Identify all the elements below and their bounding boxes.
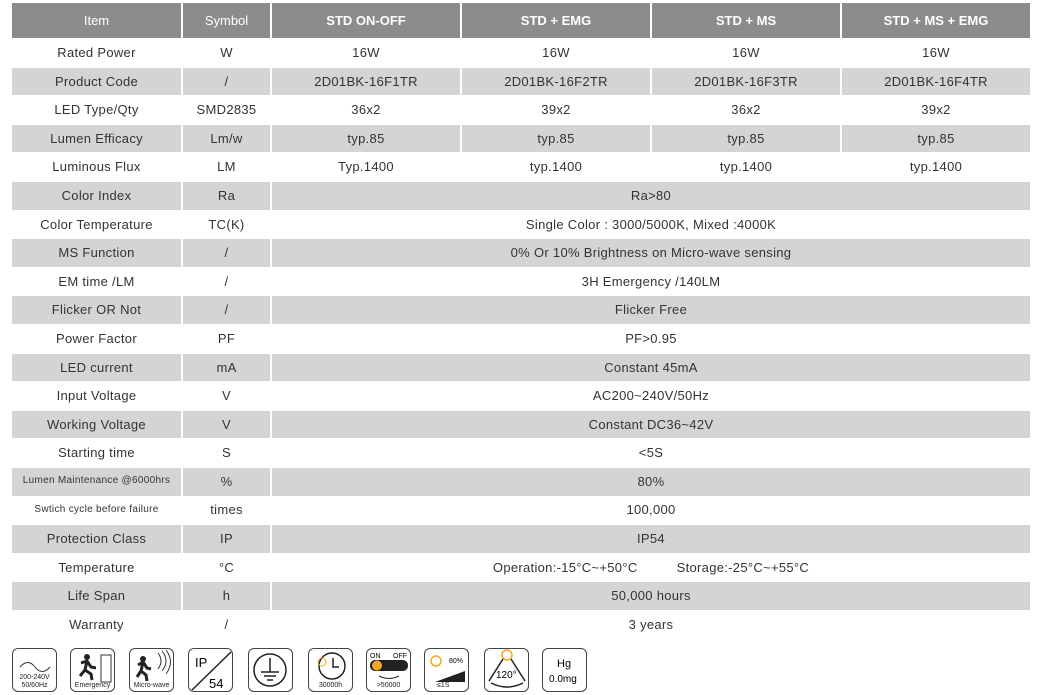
value-cell: 36x2 xyxy=(271,96,461,125)
svg-text:Hg: Hg xyxy=(557,658,572,670)
value-cell: Constant 45mA xyxy=(271,353,1031,382)
symbol-cell: TC(K) xyxy=(182,210,271,239)
svg-text:80%: 80% xyxy=(449,658,464,665)
symbol-cell: / xyxy=(182,67,271,96)
value-cell: AC200~240V/50Hz xyxy=(271,382,1031,411)
ground-icon xyxy=(248,648,293,692)
value-cell: 2D01BK-16F1TR xyxy=(271,67,461,96)
emergency-icon: Emergency xyxy=(70,648,115,692)
table-row xyxy=(12,496,1031,525)
spec-table xyxy=(12,3,1032,638)
symbol-cell: Lm/w xyxy=(182,124,271,153)
table-row xyxy=(12,210,1031,239)
table-row xyxy=(12,153,1031,182)
item-cell: Starting time xyxy=(12,439,182,468)
item-cell: Protection Class xyxy=(12,525,182,554)
table-row xyxy=(12,525,1031,554)
table-row xyxy=(12,67,1031,96)
symbol-cell: S xyxy=(182,439,271,468)
symbol-cell: mA xyxy=(182,353,271,382)
symbol-cell: W xyxy=(182,39,271,68)
table-row xyxy=(12,39,1031,68)
table-row xyxy=(12,439,1031,468)
item-cell: Flicker OR Not xyxy=(12,296,182,325)
symbol-cell: % xyxy=(182,467,271,496)
value-cell: typ.85 xyxy=(271,124,461,153)
value-cell: 2D01BK-16F3TR xyxy=(651,67,841,96)
table-row xyxy=(12,324,1031,353)
value-cell: Single Color : 3000/5000K, Mixed :4000K xyxy=(271,210,1031,239)
item-cell: MS Function xyxy=(12,239,182,268)
mercury-icon xyxy=(542,648,587,692)
value-cell: 3 years xyxy=(271,610,1031,638)
item-cell: Life Span xyxy=(12,582,182,611)
value-cell: Flicker Free xyxy=(271,296,1031,325)
value-cell: Operation:-15°C~+50°C Storage:-25°C~+55°C xyxy=(271,553,1031,582)
value-cell: typ.85 xyxy=(461,124,651,153)
value-cell: 100,000 xyxy=(271,496,1031,525)
svg-text:IP: IP xyxy=(195,655,208,670)
item-cell: Color Index xyxy=(12,181,182,210)
svg-text:120°: 120° xyxy=(496,670,517,681)
table-row xyxy=(12,553,1031,582)
symbol-cell: V xyxy=(182,410,271,439)
column-header: STD + EMG xyxy=(461,3,651,39)
value-cell: Ra>80 xyxy=(271,181,1031,210)
value-cell: IP54 xyxy=(271,525,1031,554)
symbol-cell: PF xyxy=(182,324,271,353)
column-header: Symbol xyxy=(182,3,271,39)
svg-text:ON: ON xyxy=(370,653,381,660)
value-cell: typ.85 xyxy=(841,124,1031,153)
value-cell: <5S xyxy=(271,439,1031,468)
switch-cycle-icon: ON OFF >50000 xyxy=(366,648,411,692)
value-cell: 2D01BK-16F4TR xyxy=(841,67,1031,96)
lifetime-icon: 30000h xyxy=(308,648,353,692)
value-cell: 36x2 xyxy=(651,96,841,125)
table-row xyxy=(12,239,1031,268)
item-cell: LED current xyxy=(12,353,182,382)
value-cell: typ.1400 xyxy=(841,153,1031,182)
table-row xyxy=(12,382,1031,411)
item-cell: Product Code xyxy=(12,67,182,96)
table-row xyxy=(12,610,1031,638)
value-cell: typ.1400 xyxy=(461,153,651,182)
symbol-cell: LM xyxy=(182,153,271,182)
value-cell: Typ.1400 xyxy=(271,153,461,182)
table-row xyxy=(12,582,1031,611)
item-cell: Lumen Maintenance @6000hrs xyxy=(12,467,182,496)
symbol-cell: °C xyxy=(182,553,271,582)
table-row xyxy=(12,467,1031,496)
symbol-cell: IP xyxy=(182,525,271,554)
table-row xyxy=(12,181,1031,210)
symbol-cell: Ra xyxy=(182,181,271,210)
item-cell: Lumen Efficacy xyxy=(12,124,182,153)
item-cell: Color Temperature xyxy=(12,210,182,239)
item-cell: Temperature xyxy=(12,553,182,582)
table-row xyxy=(12,124,1031,153)
value-cell: 16W xyxy=(271,39,461,68)
symbol-cell: / xyxy=(182,610,271,638)
table-row xyxy=(12,296,1031,325)
svg-text:0.0mg: 0.0mg xyxy=(549,674,577,685)
svg-text:54: 54 xyxy=(209,676,224,691)
item-cell: Input Voltage xyxy=(12,382,182,411)
value-cell: PF>0.95 xyxy=(271,324,1031,353)
item-cell: Warranty xyxy=(12,610,182,638)
value-cell: 0% Or 10% Brightness on Micro-wave sensing xyxy=(271,239,1031,268)
item-cell: Rated Power xyxy=(12,39,182,68)
startup-icon: 80% ≤1S xyxy=(424,648,469,692)
table-row xyxy=(12,267,1031,296)
value-cell: 80% xyxy=(271,467,1031,496)
column-header: STD + MS xyxy=(651,3,841,39)
item-cell: Swtich cycle before failure xyxy=(12,496,182,525)
symbol-cell: / xyxy=(182,296,271,325)
value-cell: typ.1400 xyxy=(651,153,841,182)
symbol-cell: / xyxy=(182,239,271,268)
value-cell: typ.85 xyxy=(651,124,841,153)
item-cell: EM time /LM xyxy=(12,267,182,296)
value-cell: 16W xyxy=(651,39,841,68)
value-cell: 50,000 hours xyxy=(271,582,1031,611)
symbol-cell: / xyxy=(182,267,271,296)
item-cell: Power Factor xyxy=(12,324,182,353)
value-cell: 39x2 xyxy=(461,96,651,125)
item-cell: Working Voltage xyxy=(12,410,182,439)
item-cell: LED Type/Qty xyxy=(12,96,182,125)
symbol-cell: V xyxy=(182,382,271,411)
column-header: STD + MS + EMG xyxy=(841,3,1031,39)
symbol-cell: times xyxy=(182,496,271,525)
svg-text:OFF: OFF xyxy=(393,653,407,660)
value-cell: 16W xyxy=(841,39,1031,68)
ac-input-icon: 200-240V 50/60Hz xyxy=(12,648,57,692)
value-cell: 2D01BK-16F2TR xyxy=(461,67,651,96)
item-cell: Luminous Flux xyxy=(12,153,182,182)
value-cell: 39x2 xyxy=(841,96,1031,125)
table-row xyxy=(12,353,1031,382)
column-header: Item xyxy=(12,3,182,39)
value-cell: 3H Emergency /140LM xyxy=(271,267,1031,296)
ip54-icon xyxy=(188,648,233,692)
symbol-cell: h xyxy=(182,582,271,611)
column-header: STD ON-OFF xyxy=(271,3,461,39)
table-row xyxy=(12,96,1031,125)
beam-angle-icon xyxy=(484,648,529,692)
value-cell: 16W xyxy=(461,39,651,68)
symbol-cell: SMD2835 xyxy=(182,96,271,125)
microwave-sensor-icon: Micro-wave xyxy=(129,648,174,692)
value-cell: Constant DC36~42V xyxy=(271,410,1031,439)
table-row xyxy=(12,410,1031,439)
